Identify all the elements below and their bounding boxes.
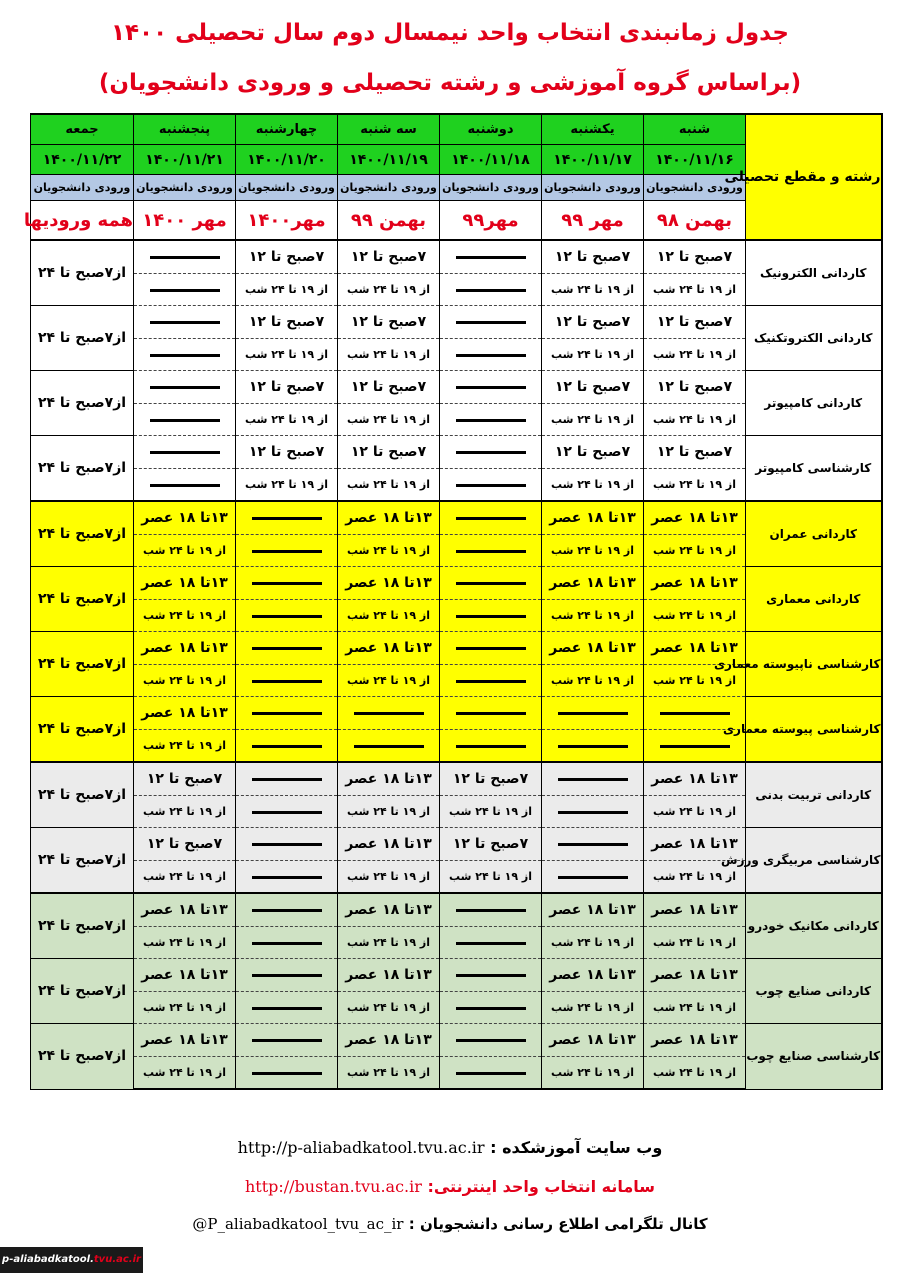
- time-slot: از ۱۹ تا ۲۴ شب: [338, 535, 440, 567]
- time-slot: ۱۳تا ۱۸ عصر: [644, 1024, 746, 1057]
- field-name: کارشناسی ناپیوسته معماری: [746, 632, 882, 697]
- empty-slot: [542, 762, 644, 796]
- time-slot: از ۱۹ تا ۲۴ شب: [338, 665, 440, 697]
- time-slot: ۱۳تا ۱۸ عصر: [134, 893, 236, 927]
- dash-line: [456, 1072, 526, 1075]
- time-slot: از ۱۹ تا ۲۴ شب: [134, 600, 236, 632]
- time-slot: از ۱۹ تا ۲۴ شب: [134, 861, 236, 894]
- empty-slot: [440, 730, 542, 763]
- page-title: جدول زمانبندی انتخاب واحد نیمسال دوم سال تحصیلی ۱۴۰۰: [110, 20, 790, 46]
- date-header: ۱۴۰۰/۱۱/۲۲: [31, 145, 134, 175]
- time-slot: از ۱۹ تا ۲۴ شب: [134, 665, 236, 697]
- time-slot: ۷صبح تا ۱۲: [338, 240, 440, 274]
- dash-line: [252, 1072, 322, 1075]
- time-slot: ۱۳تا ۱۸ عصر: [542, 959, 644, 992]
- time-slot: از ۱۹ تا ۲۴ شب: [440, 861, 542, 894]
- dash-line: [456, 647, 526, 650]
- dash-line: [150, 354, 220, 357]
- friday-slot: از۷صبح تا ۲۴: [31, 893, 134, 959]
- friday-slot: از۷صبح تا ۲۴: [31, 567, 134, 632]
- empty-slot: [440, 469, 542, 502]
- time-slot: ۷صبح تا ۱۲: [236, 436, 338, 469]
- time-slot: از ۱۹ تا ۲۴ شب: [542, 665, 644, 697]
- empty-slot: [542, 730, 644, 763]
- dash-line: [150, 484, 220, 487]
- time-slot: از ۱۹ تا ۲۴ شب: [644, 665, 746, 697]
- field-name: کارشناسی صنایع چوب: [746, 1024, 882, 1090]
- time-slot: ۷صبح تا ۱۲: [338, 306, 440, 339]
- time-slot: ۷صبح تا ۱۲: [644, 436, 746, 469]
- empty-slot: [338, 730, 440, 763]
- time-slot: از ۱۹ تا ۲۴ شب: [644, 1057, 746, 1090]
- dash-line: [252, 909, 322, 912]
- dash-line: [252, 843, 322, 846]
- dash-line: [558, 778, 628, 781]
- time-slot: از ۱۹ تا ۲۴ شب: [338, 992, 440, 1024]
- dash-line: [354, 712, 424, 715]
- time-slot: ۱۳تا ۱۸ عصر: [644, 501, 746, 535]
- empty-slot: [542, 697, 644, 730]
- dash-line: [660, 745, 730, 748]
- empty-slot: [440, 240, 542, 274]
- dash-line: [252, 582, 322, 585]
- time-slot: از ۱۹ تا ۲۴ شب: [338, 1057, 440, 1090]
- time-slot: از ۱۹ تا ۲۴ شب: [542, 469, 644, 502]
- time-slot: ۷صبح تا ۱۲: [542, 436, 644, 469]
- time-slot: ۱۳تا ۱۸ عصر: [134, 632, 236, 665]
- entry-year: بهمن ۹۹: [338, 201, 440, 241]
- dash-line: [150, 451, 220, 454]
- schedule-table: [23, 113, 883, 1090]
- dash-line: [456, 712, 526, 715]
- field-name: کارشناسی مربیگری ورزش: [746, 828, 882, 894]
- day-header: شنبه: [644, 114, 746, 145]
- telegram-label: کانال تلگرامی اطلاع رسانی دانشجویان :: [408, 1215, 708, 1233]
- time-slot: ۱۳تا ۱۸ عصر: [542, 501, 644, 535]
- time-slot: ۷صبح تا ۱۲: [236, 240, 338, 274]
- time-slot: از ۱۹ تا ۲۴ شب: [134, 730, 236, 763]
- empty-slot: [236, 762, 338, 796]
- field-name: کارشناسی پیوسته معماری: [746, 697, 882, 763]
- day-header: دوشنبه: [440, 114, 542, 145]
- friday-slot: از۷صبح تا ۲۴: [31, 240, 134, 306]
- time-slot: ۱۳تا ۱۸ عصر: [134, 959, 236, 992]
- dash-line: [456, 321, 526, 324]
- empty-slot: [134, 469, 236, 502]
- empty-slot: [440, 436, 542, 469]
- empty-slot: [134, 240, 236, 274]
- day-header: جمعه: [31, 114, 134, 145]
- dash-line: [150, 386, 220, 389]
- empty-slot: [440, 535, 542, 567]
- entry-year: مهر۹۹: [440, 201, 542, 241]
- time-slot: از ۱۹ تا ۲۴ شب: [644, 339, 746, 371]
- empty-slot: [236, 861, 338, 894]
- time-slot: ۷صبح تا ۱۲: [644, 371, 746, 404]
- time-slot: ۷صبح تا ۱۲: [440, 762, 542, 796]
- dash-line: [354, 745, 424, 748]
- time-slot: ۱۳تا ۱۸ عصر: [134, 501, 236, 535]
- entry-year: بهمن ۹۸: [644, 201, 746, 241]
- time-slot: از ۱۹ تا ۲۴ شب: [236, 274, 338, 306]
- time-slot: ۱۳تا ۱۸ عصر: [542, 632, 644, 665]
- dash-line: [558, 876, 628, 879]
- entry-year: مهر ۹۹: [542, 201, 644, 241]
- page-subtitle: (براساس گروه آموزشی و رشته تحصیلی و ورودی دانشجویان): [98, 70, 802, 96]
- time-slot: ۱۳تا ۱۸ عصر: [644, 828, 746, 861]
- time-slot: از ۱۹ تا ۲۴ شب: [338, 861, 440, 894]
- time-slot: ۱۳تا ۱۸ عصر: [542, 1024, 644, 1057]
- time-slot: ۷صبح تا ۱۲: [542, 306, 644, 339]
- time-slot: از ۱۹ تا ۲۴ شب: [338, 339, 440, 371]
- empty-slot: [236, 992, 338, 1024]
- empty-slot: [134, 339, 236, 371]
- empty-slot: [134, 436, 236, 469]
- time-slot: ۱۳تا ۱۸ عصر: [134, 567, 236, 600]
- time-slot: از ۱۹ تا ۲۴ شب: [338, 469, 440, 502]
- dash-line: [456, 484, 526, 487]
- empty-slot: [236, 567, 338, 600]
- dash-line: [456, 419, 526, 422]
- empty-slot: [440, 371, 542, 404]
- empty-slot: [440, 1024, 542, 1057]
- empty-slot: [542, 796, 644, 828]
- entry-year: همه ورودیها: [31, 201, 134, 241]
- dash-line: [558, 811, 628, 814]
- time-slot: از ۱۹ تا ۲۴ شب: [542, 404, 644, 436]
- friday-slot: از۷صبح تا ۲۴: [31, 501, 134, 567]
- empty-slot: [440, 600, 542, 632]
- dash-line: [252, 745, 322, 748]
- time-slot: از ۱۹ تا ۲۴ شب: [338, 404, 440, 436]
- time-slot: ۷صبح تا ۱۲: [338, 371, 440, 404]
- dash-line: [252, 778, 322, 781]
- time-slot: از ۱۹ تا ۲۴ شب: [134, 927, 236, 959]
- time-slot: از ۱۹ تا ۲۴ شب: [644, 600, 746, 632]
- empty-slot: [236, 697, 338, 730]
- empty-slot: [440, 274, 542, 306]
- time-slot: از ۱۹ تا ۲۴ شب: [644, 535, 746, 567]
- watermark-text: p-aliabadkatool.: [2, 1254, 94, 1265]
- friday-slot: از۷صبح تا ۲۴: [31, 828, 134, 894]
- entry-subheader: ورودی دانشجویان: [440, 175, 542, 201]
- time-slot: ۱۳تا ۱۸ عصر: [542, 893, 644, 927]
- time-slot: از ۱۹ تا ۲۴ شب: [338, 600, 440, 632]
- time-slot: از ۱۹ تا ۲۴ شب: [236, 404, 338, 436]
- time-slot: ۷صبح تا ۱۲: [236, 306, 338, 339]
- dash-line: [456, 354, 526, 357]
- website-link[interactable]: http://p-aliabadkatool.tvu.ac.ir: [237, 1138, 485, 1157]
- time-slot: ۱۳تا ۱۸ عصر: [338, 893, 440, 927]
- time-slot: ۱۳تا ۱۸ عصر: [338, 1024, 440, 1057]
- registration-link[interactable]: http://bustan.tvu.ac.ir: [244, 1177, 422, 1196]
- website-line: [0, 1138, 900, 1157]
- time-slot: از ۱۹ تا ۲۴ شب: [644, 796, 746, 828]
- friday-slot: از۷صبح تا ۲۴: [31, 632, 134, 697]
- time-slot: ۷صبح تا ۱۲: [644, 306, 746, 339]
- time-slot: از ۱۹ تا ۲۴ شب: [644, 469, 746, 502]
- dash-line: [252, 1007, 322, 1010]
- dash-line: [150, 321, 220, 324]
- time-slot: ۱۳تا ۱۸ عصر: [134, 697, 236, 730]
- dash-line: [252, 942, 322, 945]
- field-name: کاردانی مکانیک خودرو: [746, 893, 882, 959]
- dash-line: [456, 680, 526, 683]
- empty-slot: [236, 632, 338, 665]
- dash-line: [456, 974, 526, 977]
- time-slot: ۱۳تا ۱۸ عصر: [644, 893, 746, 927]
- dash-line: [456, 909, 526, 912]
- time-slot: ۷صبح تا ۱۲: [542, 371, 644, 404]
- watermark: [0, 1247, 143, 1273]
- dash-line: [456, 256, 526, 259]
- empty-slot: [440, 665, 542, 697]
- friday-slot: از۷صبح تا ۲۴: [31, 959, 134, 1024]
- entry-subheader: ورودی دانشجویان: [338, 175, 440, 201]
- empty-slot: [134, 371, 236, 404]
- time-slot: ۷صبح تا ۱۲: [440, 828, 542, 861]
- watermark-domain: tvu.ac.ir: [93, 1254, 141, 1265]
- time-slot: از ۱۹ تا ۲۴ شب: [644, 861, 746, 894]
- friday-slot: از۷صبح تا ۲۴: [31, 371, 134, 436]
- entry-year: مهر ۱۴۰۰: [134, 201, 236, 241]
- time-slot: از ۱۹ تا ۲۴ شب: [542, 274, 644, 306]
- day-header: سه شنبه: [338, 114, 440, 145]
- friday-slot: از۷صبح تا ۲۴: [31, 1024, 134, 1090]
- time-slot: ۷صبح تا ۱۲: [236, 371, 338, 404]
- empty-slot: [134, 274, 236, 306]
- empty-slot: [236, 600, 338, 632]
- friday-slot: از۷صبح تا ۲۴: [31, 762, 134, 828]
- dash-line: [252, 811, 322, 814]
- date-header: ۱۴۰۰/۱۱/۱۹: [338, 145, 440, 175]
- time-slot: ۱۳تا ۱۸ عصر: [644, 959, 746, 992]
- empty-slot: [236, 959, 338, 992]
- friday-slot: از۷صبح تا ۲۴: [31, 436, 134, 502]
- time-slot: ۱۳تا ۱۸ عصر: [542, 567, 644, 600]
- dash-line: [252, 974, 322, 977]
- empty-slot: [236, 665, 338, 697]
- telegram-link[interactable]: @P_aliabadkatool_tvu_ac_ir: [192, 1215, 404, 1233]
- dash-line: [252, 712, 322, 715]
- dash-line: [456, 1039, 526, 1042]
- empty-slot: [440, 1057, 542, 1090]
- empty-slot: [236, 501, 338, 535]
- time-slot: از ۱۹ تا ۲۴ شب: [134, 535, 236, 567]
- time-slot: ۷صبح تا ۱۲: [134, 762, 236, 796]
- date-header: ۱۴۰۰/۱۱/۱۶: [644, 145, 746, 175]
- dash-line: [456, 451, 526, 454]
- registration-line: [0, 1177, 900, 1196]
- field-header: رشته و مقطع تحصیلی: [746, 114, 882, 240]
- dash-line: [252, 615, 322, 618]
- time-slot: از ۱۹ تا ۲۴ شب: [338, 274, 440, 306]
- dash-line: [456, 386, 526, 389]
- empty-slot: [440, 632, 542, 665]
- dash-line: [456, 517, 526, 520]
- dash-line: [456, 615, 526, 618]
- time-slot: از ۱۹ تا ۲۴ شب: [236, 339, 338, 371]
- empty-slot: [542, 828, 644, 861]
- time-slot: از ۱۹ تا ۲۴ شب: [542, 927, 644, 959]
- time-slot: از ۱۹ تا ۲۴ شب: [542, 1057, 644, 1090]
- dash-line: [456, 550, 526, 553]
- field-name: کاردانی کامپیوتر: [746, 371, 882, 436]
- dash-line: [252, 517, 322, 520]
- telegram-line: [0, 1215, 900, 1233]
- day-header: چهارشنبه: [236, 114, 338, 145]
- dash-line: [558, 712, 628, 715]
- field-name: کاردانی تربیت بدنی: [746, 762, 882, 828]
- time-slot: از ۱۹ تا ۲۴ شب: [338, 927, 440, 959]
- time-slot: از ۱۹ تا ۲۴ شب: [134, 1057, 236, 1090]
- time-slot: ۱۳تا ۱۸ عصر: [134, 1024, 236, 1057]
- dash-line: [660, 712, 730, 715]
- time-slot: ۷صبح تا ۱۲: [542, 240, 644, 274]
- empty-slot: [440, 339, 542, 371]
- dash-line: [558, 745, 628, 748]
- empty-slot: [440, 959, 542, 992]
- entry-subheader: ورودی دانشجویان: [134, 175, 236, 201]
- empty-slot: [236, 927, 338, 959]
- time-slot: ۱۳تا ۱۸ عصر: [644, 762, 746, 796]
- dash-line: [456, 289, 526, 292]
- dash-line: [252, 550, 322, 553]
- time-slot: از ۱۹ تا ۲۴ شب: [542, 992, 644, 1024]
- day-header: پنجشنبه: [134, 114, 236, 145]
- dash-line: [252, 1039, 322, 1042]
- entry-year: مهر۱۴۰۰: [236, 201, 338, 241]
- time-slot: از ۱۹ تا ۲۴ شب: [440, 796, 542, 828]
- dash-line: [150, 419, 220, 422]
- time-slot: از ۱۹ تا ۲۴ شب: [338, 796, 440, 828]
- time-slot: ۷صبح تا ۱۲: [338, 436, 440, 469]
- time-slot: از ۱۹ تا ۲۴ شب: [644, 927, 746, 959]
- entry-subheader: ورودی دانشجویان: [542, 175, 644, 201]
- time-slot: ۷صبح تا ۱۲: [134, 828, 236, 861]
- time-slot: از ۱۹ تا ۲۴ شب: [644, 404, 746, 436]
- field-name: کارشناسی کامپیوتر: [746, 436, 882, 502]
- field-name: کاردانی معماری: [746, 567, 882, 632]
- time-slot: از ۱۹ تا ۲۴ شب: [134, 992, 236, 1024]
- date-header: ۱۴۰۰/۱۱/۱۸: [440, 145, 542, 175]
- time-slot: از ۱۹ تا ۲۴ شب: [542, 339, 644, 371]
- empty-slot: [440, 697, 542, 730]
- time-slot: ۱۳تا ۱۸ عصر: [644, 567, 746, 600]
- empty-slot: [134, 306, 236, 339]
- empty-slot: [440, 567, 542, 600]
- field-name: کاردانی صنایع چوب: [746, 959, 882, 1024]
- field-name: کاردانی عمران: [746, 501, 882, 567]
- dash-line: [252, 876, 322, 879]
- dash-line: [456, 1007, 526, 1010]
- dash-line: [150, 256, 220, 259]
- empty-slot: [440, 306, 542, 339]
- empty-slot: [134, 404, 236, 436]
- entry-subheader: ورودی دانشجویان: [644, 175, 746, 201]
- empty-slot: [236, 893, 338, 927]
- time-slot: ۱۳تا ۱۸ عصر: [338, 632, 440, 665]
- date-header: ۱۴۰۰/۱۱/۲۰: [236, 145, 338, 175]
- empty-slot: [542, 861, 644, 894]
- dash-line: [456, 942, 526, 945]
- date-header: ۱۴۰۰/۱۱/۱۷: [542, 145, 644, 175]
- empty-slot: [440, 501, 542, 535]
- empty-slot: [236, 730, 338, 763]
- empty-slot: [236, 1024, 338, 1057]
- empty-slot: [236, 535, 338, 567]
- time-slot: ۷صبح تا ۱۲: [644, 240, 746, 274]
- website-label: وب سایت آموزشکده :: [490, 1138, 663, 1157]
- time-slot: از ۱۹ تا ۲۴ شب: [644, 992, 746, 1024]
- entry-subheader: ورودی دانشجویان: [236, 175, 338, 201]
- time-slot: ۱۳تا ۱۸ عصر: [338, 828, 440, 861]
- empty-slot: [236, 796, 338, 828]
- registration-label: سامانه انتخاب واحد اینترنتی:: [427, 1177, 656, 1196]
- empty-slot: [236, 828, 338, 861]
- time-slot: ۱۳تا ۱۸ عصر: [338, 762, 440, 796]
- time-slot: از ۱۹ تا ۲۴ شب: [542, 535, 644, 567]
- dash-line: [558, 843, 628, 846]
- time-slot: ۱۳تا ۱۸ عصر: [338, 959, 440, 992]
- time-slot: ۱۳تا ۱۸ عصر: [338, 567, 440, 600]
- time-slot: از ۱۹ تا ۲۴ شب: [644, 274, 746, 306]
- time-slot: از ۱۹ تا ۲۴ شب: [542, 600, 644, 632]
- dash-line: [150, 289, 220, 292]
- time-slot: از ۱۹ تا ۲۴ شب: [236, 469, 338, 502]
- time-slot: ۱۳تا ۱۸ عصر: [644, 632, 746, 665]
- entry-subheader: ورودی دانشجویان: [31, 175, 134, 201]
- dash-line: [456, 582, 526, 585]
- dash-line: [252, 680, 322, 683]
- field-name: کاردانی الکتروتکنیک: [746, 306, 882, 371]
- day-header: یکشنبه: [542, 114, 644, 145]
- empty-slot: [440, 404, 542, 436]
- empty-slot: [338, 697, 440, 730]
- empty-slot: [236, 1057, 338, 1090]
- time-slot: ۱۳تا ۱۸ عصر: [338, 501, 440, 535]
- date-header: ۱۴۰۰/۱۱/۲۱: [134, 145, 236, 175]
- empty-slot: [440, 893, 542, 927]
- time-slot: از ۱۹ تا ۲۴ شب: [134, 796, 236, 828]
- dash-line: [252, 647, 322, 650]
- dash-line: [456, 745, 526, 748]
- friday-slot: از۷صبح تا ۲۴: [31, 697, 134, 763]
- field-name: کاردانی الکترونیک: [746, 240, 882, 306]
- empty-slot: [440, 927, 542, 959]
- friday-slot: از۷صبح تا ۲۴: [31, 306, 134, 371]
- empty-slot: [440, 992, 542, 1024]
